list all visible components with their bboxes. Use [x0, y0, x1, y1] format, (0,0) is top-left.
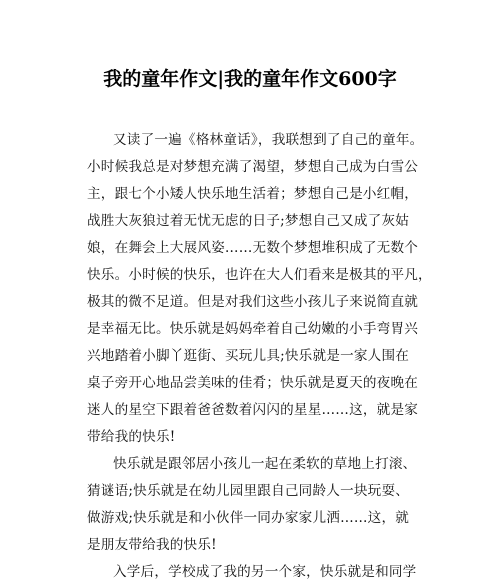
paragraph-line: 又读了一遍《格林童话》，我联想到了自己的童年。 — [113, 132, 424, 148]
paragraph-line: 是朋友带给我的快乐! — [87, 537, 217, 553]
paragraph-line: 小时候我总是对梦想充满了渴望，梦想自己成为白雪公 — [87, 159, 419, 175]
paragraph-line: 战胜大灰狼过着无忧无虑的日子;梦想自己又成了灰姑 — [87, 213, 410, 229]
paragraph-line: 兴地踏着小脚丫逛街、买玩儿具;快乐就是一家人围在 — [87, 348, 410, 364]
paragraph-line: 带给我的快乐! — [87, 429, 176, 445]
paragraph-line: 做游戏;快乐就是和小伙伴一同办家家儿洒……这，就 — [87, 510, 410, 526]
paragraph-line: 是幸福无比。快乐就是妈妈牵着自己幼嫩的小手弯胃兴 — [87, 321, 419, 337]
paragraph-line: 娘，在舞会上大展风姿……无数个梦想堆积成了无数个 — [87, 240, 419, 256]
paragraph-line: 快乐。小时候的快乐，也许在大人们看来是极其的平凡， — [87, 267, 432, 283]
paragraph-line: 快乐就是跟邻居小孩儿一起在柔软的草地上打滚、 — [113, 456, 417, 472]
paragraph-line: 极其的微不足道。但是对我们这些小孩儿子来说简直就 — [87, 294, 419, 310]
paragraph-line: 迷人的星空下跟着爸爸数着闪闪的星星……这，就是家 — [87, 402, 419, 418]
paragraph-line: 主，跟七个小矮人快乐地生活着；梦想自己是小红帽， — [87, 186, 419, 202]
paragraph-line: 猜谜语;快乐就是在幼儿园里跟自己同龄人一块玩耍、 — [87, 483, 410, 499]
paragraph-line: 桌子旁开心地品尝美味的佳肴；快乐就是夏天的夜晚在 — [87, 375, 419, 391]
paragraph-line: 入学后，学校成了我的另一个家，快乐就是和同学 — [113, 564, 417, 580]
page-title: 我的童年作文|我的童年作文600字 — [103, 68, 397, 90]
